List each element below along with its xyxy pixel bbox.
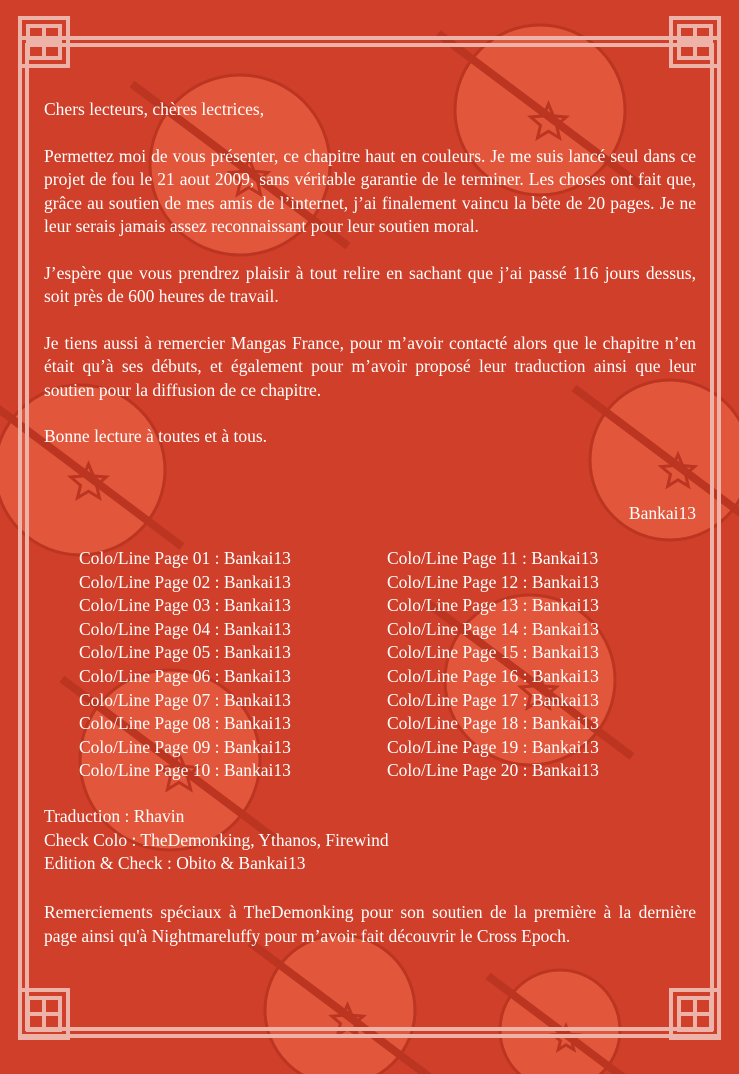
greeting: Chers lecteurs, chères lectrices, bbox=[44, 99, 265, 119]
credit-line: Colo/Line Page 04 : Bankai13 bbox=[79, 618, 291, 639]
special-thanks: Remerciements spéciaux à TheDemonking pour son soutien de la première à la dernière page ainsi qu'à Nightmareluffy pour m’avoir fait découvrir le Cross Epoch. bbox=[44, 902, 696, 946]
credit-line: Colo/Line Page 01 : Bankai13 bbox=[79, 548, 291, 568]
credit-line: Colo/Line Page 12 : Bankai13 bbox=[387, 571, 599, 592]
credits-column-left bbox=[79, 547, 291, 783]
letter-body bbox=[44, 98, 696, 472]
credit-line: Colo/Line Page 16 : Bankai13 bbox=[387, 665, 599, 686]
credit-line: Colo/Line Page 11 : Bankai13 bbox=[387, 548, 599, 568]
credit-line: Colo/Line Page 03 : Bankai13 bbox=[79, 595, 291, 616]
credit-line: Colo/Line Page 06 : Bankai13 bbox=[79, 665, 291, 686]
staff-credits bbox=[44, 805, 389, 876]
paragraph-2: J’espère que vous prendrez plaisir à tout relire en sachant que j’ai passé 116 jours dessus, soit près de 600 heures de travail. bbox=[44, 262, 696, 306]
credit-line: Colo/Line Page 02 : Bankai13 bbox=[79, 571, 291, 592]
credit-line: Colo/Line Page 20 : Bankai13 bbox=[387, 760, 599, 781]
credit-line: Colo/Line Page 10 : Bankai13 bbox=[79, 760, 291, 781]
paragraph-3: Je tiens aussi à remercier Mangas France, pour m’avoir contacté alors que le chapitre n’en était qu’à ses débuts, et également pour m’avoir proposé leur traduction ainsi que leur soutien pour la diffusion de ce chapitre. bbox=[44, 332, 696, 400]
credit-line: Colo/Line Page 13 : Bankai13 bbox=[387, 595, 599, 616]
credit-line: Colo/Line Page 08 : Bankai13 bbox=[79, 713, 291, 734]
paragraph-1: Permettez moi de vous présenter, ce chapitre haut en couleurs. Je me suis lancé seul dans ce projet de fou le 21 aout 2009, sans véritable garantie de le terminer. Les choses ont fait que, grâce au soutien de mes amis de l’internet, j’ai finalement vaincu la bête de 20 pages. Je ne leur serais jamais assez reconnaissant pour leur soutien moral. bbox=[44, 145, 696, 236]
credit-line: Colo/Line Page 19 : Bankai13 bbox=[387, 736, 599, 757]
credits-column-right bbox=[387, 547, 599, 783]
closing-line: Bonne lecture à toutes et à tous. bbox=[44, 426, 268, 446]
credit-line: Colo/Line Page 05 : Bankai13 bbox=[79, 642, 291, 663]
credit-line: Colo/Line Page 15 : Bankai13 bbox=[387, 642, 599, 663]
credit-line: Colo/Line Page 09 : Bankai13 bbox=[79, 736, 291, 757]
credit-line: Colo/Line Page 14 : Bankai13 bbox=[387, 618, 599, 639]
translation-credit: Traduction : Rhavin bbox=[44, 806, 185, 826]
credit-line: Colo/Line Page 17 : Bankai13 bbox=[387, 689, 599, 710]
signature: Bankai13 bbox=[628, 503, 696, 523]
credit-line: Colo/Line Page 18 : Bankai13 bbox=[387, 713, 599, 734]
credit-line: Colo/Line Page 07 : Bankai13 bbox=[79, 689, 291, 710]
check-colo-credit: Check Colo : TheDemonking, Ythanos, Firewind bbox=[44, 829, 389, 850]
edition-credit: Edition & Check : Obito & Bankai13 bbox=[44, 853, 306, 873]
